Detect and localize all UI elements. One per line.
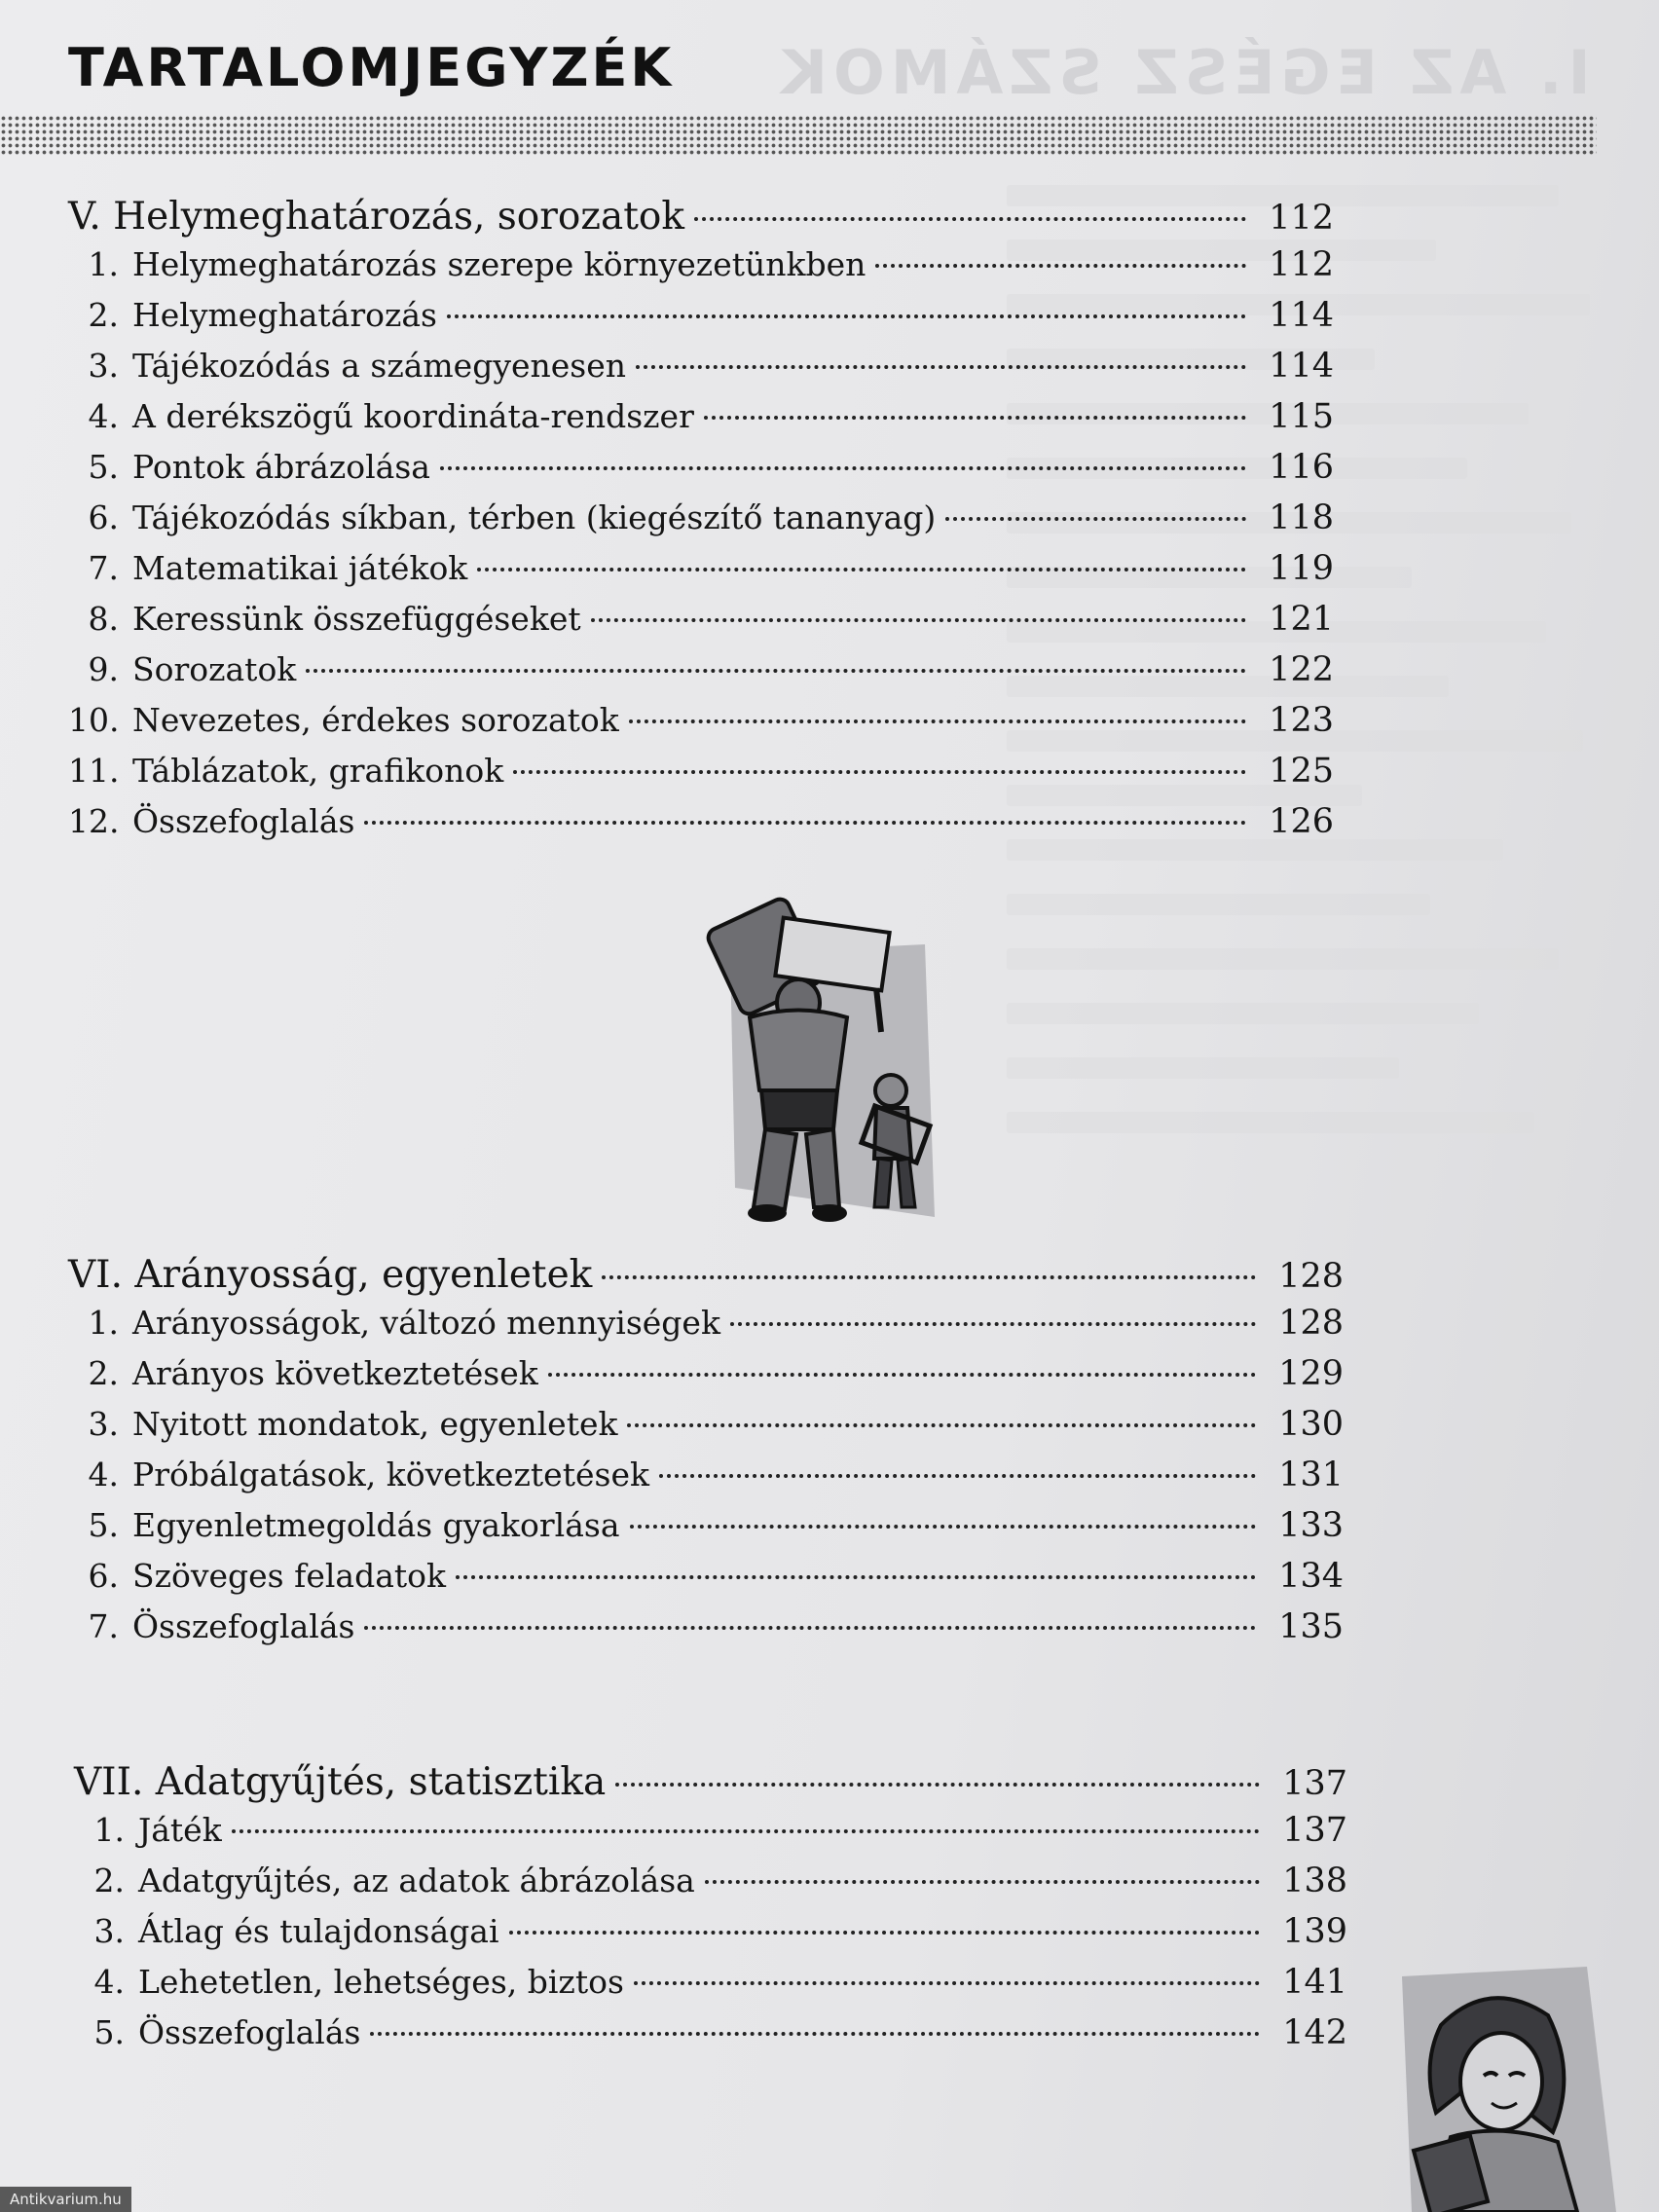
watermark: Antikvarium.hu xyxy=(0,2187,131,2212)
leader-dots xyxy=(447,314,1246,318)
leader-dots xyxy=(513,770,1246,774)
toc-entry[interactable] xyxy=(68,752,1334,802)
entry-label: Arányosságok, változó mennyiségek xyxy=(132,1304,720,1342)
entry-number: 5. xyxy=(93,2013,125,2051)
entry-number: 4. xyxy=(88,1456,119,1493)
page-number: 128 xyxy=(1278,1304,1344,1343)
toc-entry[interactable] xyxy=(74,1862,1347,1912)
entry-label: Matematikai játékok xyxy=(132,549,468,587)
toc-entry[interactable] xyxy=(68,701,1334,752)
entry-label: Szöveges feladatok xyxy=(132,1557,447,1595)
toc-entry[interactable] xyxy=(68,549,1334,600)
toc-entry[interactable] xyxy=(68,1304,1344,1354)
entry-number: 7. xyxy=(88,1607,119,1645)
page-number: 138 xyxy=(1282,1862,1347,1900)
entry-label: Arányos következtetések xyxy=(132,1354,538,1392)
page-number: 119 xyxy=(1269,549,1334,588)
entry-number: 6. xyxy=(88,1557,119,1595)
entry-number: 4. xyxy=(93,1963,125,2001)
leader-dots xyxy=(456,1575,1256,1579)
entry-label: Összefoglalás xyxy=(132,1607,355,1645)
leader-dots xyxy=(705,1880,1260,1884)
toc-entry[interactable] xyxy=(68,600,1334,650)
entry-label: Lehetetlen, lehetséges, biztos xyxy=(138,1963,624,2001)
entry-label: Próbálgatások, következtetések xyxy=(132,1456,649,1493)
toc-section-title-row[interactable] xyxy=(68,1253,1344,1304)
entry-number: 1. xyxy=(88,1304,119,1342)
toc-entry[interactable] xyxy=(68,1405,1344,1456)
leader-dots xyxy=(370,2032,1260,2036)
entry-number: 2. xyxy=(88,296,119,334)
entry-label: Nevezetes, érdekes sorozatok xyxy=(132,701,619,739)
page-number: 135 xyxy=(1278,1607,1344,1646)
leader-dots xyxy=(306,669,1246,673)
page-title: TARTALOMJEGYZÉK xyxy=(68,37,675,98)
entry-label: Összefoglalás xyxy=(132,802,355,840)
leader-dots xyxy=(615,1783,1260,1787)
page-number: 137 xyxy=(1282,1811,1347,1850)
entry-number: 1. xyxy=(93,1811,125,1849)
page-number: 142 xyxy=(1282,2013,1347,2052)
page-number: 114 xyxy=(1269,347,1334,386)
leader-dots xyxy=(591,618,1246,622)
entry-number: 6. xyxy=(88,498,119,536)
toc-entry[interactable] xyxy=(68,245,1334,296)
entry-label: Pontok ábrázolása xyxy=(132,448,430,486)
entry-label: Összefoglalás xyxy=(138,2013,361,2051)
entry-label: Adatgyűjtés, az adatok ábrázolása xyxy=(138,1862,695,1899)
leader-dots xyxy=(945,517,1246,521)
leader-dots xyxy=(627,1423,1256,1427)
page-number: 128 xyxy=(1278,1257,1344,1296)
toc-section-title-row[interactable] xyxy=(74,1760,1347,1811)
page-number: 116 xyxy=(1269,448,1334,487)
entry-number: 7. xyxy=(88,549,119,587)
entry-number: 3. xyxy=(88,1405,119,1443)
toc-entry[interactable] xyxy=(68,397,1334,448)
page-number: 122 xyxy=(1269,650,1334,689)
page-number: 121 xyxy=(1269,600,1334,639)
entry-number: 5. xyxy=(88,1506,119,1544)
leader-dots xyxy=(232,1829,1260,1833)
page-number: 118 xyxy=(1269,498,1334,537)
entry-number: 9. xyxy=(88,650,119,688)
entry-number: 2. xyxy=(88,1354,119,1392)
page-number: 126 xyxy=(1269,802,1334,841)
leader-dots xyxy=(730,1322,1256,1326)
entry-number: 2. xyxy=(93,1862,125,1899)
toc-entry[interactable] xyxy=(68,498,1334,549)
toc-entry[interactable] xyxy=(68,1456,1344,1506)
section-title: V. Helymeghatározás, sorozatok xyxy=(68,195,684,239)
page-number: 141 xyxy=(1282,1963,1347,2002)
entry-label: Nyitott mondatok, egyenletek xyxy=(132,1405,618,1443)
entry-number: 11. xyxy=(68,752,120,790)
toc-entry[interactable] xyxy=(74,1811,1347,1862)
page-number: 130 xyxy=(1278,1405,1344,1444)
page-number: 125 xyxy=(1269,752,1334,791)
entry-number: 8. xyxy=(88,600,119,638)
entry-number: 5. xyxy=(88,448,119,486)
toc-entry[interactable] xyxy=(74,1963,1347,2013)
toc-entry[interactable] xyxy=(74,1912,1347,1963)
leader-dots xyxy=(440,466,1246,470)
entry-label: Helymeghatározás szerepe környezetünkben xyxy=(132,245,866,283)
entry-label: Tájékozódás síkban, térben (kiegészítő tananyag) xyxy=(132,498,937,536)
toc-entry[interactable] xyxy=(68,1607,1344,1658)
page-number: 114 xyxy=(1269,296,1334,335)
page-number: 112 xyxy=(1269,245,1334,284)
entry-label: Sorozatok xyxy=(132,650,297,688)
entry-number: 3. xyxy=(88,347,119,385)
dotted-divider xyxy=(0,115,1597,156)
entry-number: 12. xyxy=(68,802,120,840)
toc-entry[interactable] xyxy=(68,1506,1344,1557)
section-title: VI. Arányosság, egyenletek xyxy=(68,1253,593,1297)
leader-dots xyxy=(636,365,1246,369)
entry-label: Helymeghatározás xyxy=(132,296,437,334)
page-number: 139 xyxy=(1282,1912,1347,1951)
leader-dots xyxy=(875,264,1246,268)
page-number: 133 xyxy=(1278,1506,1344,1545)
section-title: VII. Adatgyűjtés, statisztika xyxy=(74,1760,607,1804)
toc-entry[interactable] xyxy=(68,1557,1344,1607)
page-number: 131 xyxy=(1278,1456,1344,1494)
toc-entry[interactable] xyxy=(68,296,1334,347)
entry-label: Táblázatok, grafikonok xyxy=(132,752,504,790)
leader-dots xyxy=(659,1474,1256,1478)
girl-reading-illustration xyxy=(1382,1967,1626,2212)
toc-section-title-row[interactable] xyxy=(68,195,1334,245)
toc-entry[interactable] xyxy=(68,650,1334,701)
page-number: 115 xyxy=(1269,397,1334,436)
leader-dots xyxy=(364,821,1246,825)
entry-label: A derékszögű koordináta-rendszer xyxy=(132,397,694,435)
entry-label: Tájékozódás a számegyenesen xyxy=(132,347,627,385)
leader-dots xyxy=(477,568,1246,571)
entry-label: Keressünk összefüggéseket xyxy=(132,600,581,638)
toc-entry[interactable] xyxy=(68,448,1334,498)
leader-dots xyxy=(694,217,1246,221)
show-through-heading: I. AZ EGÉSZ SZÁMOK xyxy=(775,37,1591,108)
toc-entry[interactable] xyxy=(68,347,1334,397)
leader-dots xyxy=(634,1981,1260,1985)
toc-entry[interactable] xyxy=(68,802,1334,853)
leader-dots xyxy=(629,719,1246,723)
toc-section-vii xyxy=(74,1760,1347,2064)
leader-dots xyxy=(364,1626,1256,1630)
page-number: 129 xyxy=(1278,1354,1344,1393)
toc-entry[interactable] xyxy=(74,2013,1347,2064)
entry-label: Egyenletmegoldás gyakorlása xyxy=(132,1506,620,1544)
toc-entry[interactable] xyxy=(68,1354,1344,1405)
toc-section-v xyxy=(68,195,1334,853)
entry-label: Átlag és tulajdonságai xyxy=(138,1912,499,1950)
page-number: 123 xyxy=(1269,701,1334,740)
leader-dots xyxy=(704,416,1246,420)
page-number: 112 xyxy=(1269,199,1334,238)
page-number: 134 xyxy=(1278,1557,1344,1596)
leader-dots xyxy=(548,1373,1256,1377)
leader-dots xyxy=(602,1275,1256,1279)
entry-number: 10. xyxy=(68,701,120,739)
entry-number: 3. xyxy=(93,1912,125,1950)
entry-number: 4. xyxy=(88,397,119,435)
toc-section-vi xyxy=(68,1253,1344,1658)
leader-dots xyxy=(630,1525,1257,1529)
movers-illustration xyxy=(691,896,983,1236)
page-number: 137 xyxy=(1282,1764,1347,1803)
leader-dots xyxy=(509,1931,1261,1935)
entry-label: Játék xyxy=(138,1811,222,1849)
entry-number: 1. xyxy=(88,245,119,283)
